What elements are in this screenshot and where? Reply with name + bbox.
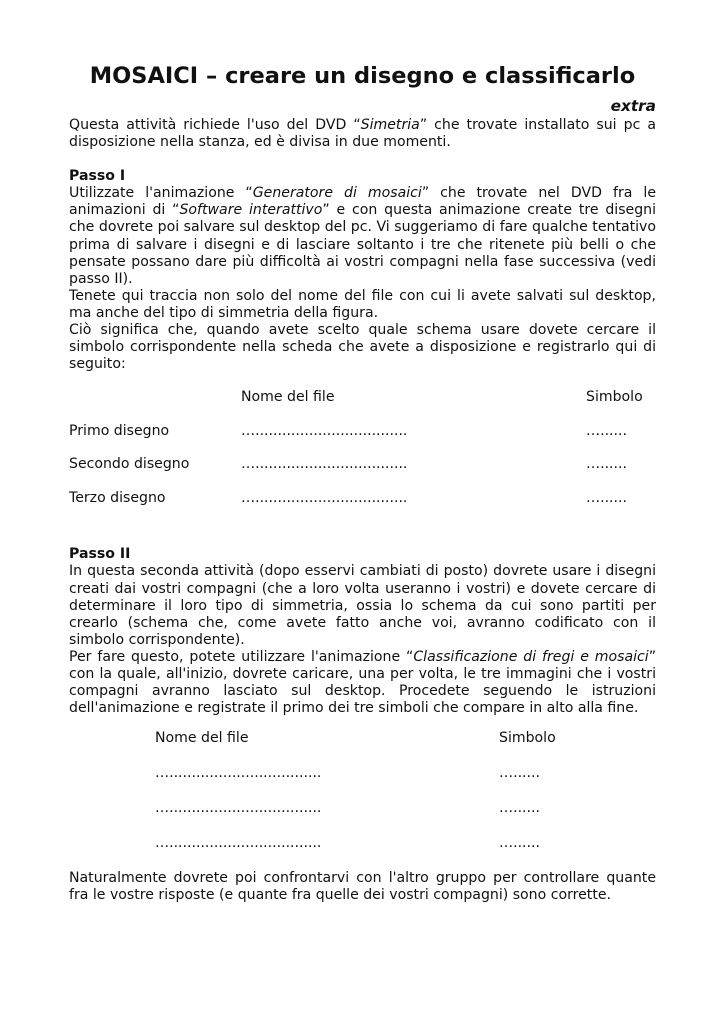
- dvd-name: Simetria: [360, 117, 420, 133]
- header-file: Nome del file: [155, 730, 249, 747]
- step1-paragraph-3: Ciò significa che, quando avete scelto quale schema usare dovete cercare il simbolo corrispondente nella scheda che avete a disposizione e registrarlo qui di seguito:: [69, 322, 656, 373]
- animation-name: Generatore di mosaici: [252, 185, 422, 202]
- step1-table: [69, 379, 656, 513]
- step1-paragraph-1: Utilizzate l'animazione “Generatore di mosaici” che trovate nel DVD fra le animazioni di “Software interattivo” e con questa animazione create tre disegni che dovrete poi salvare sul desktop del pc. Vi suggeriamo di fare qualche tentativo prima di salvare i disegni e di lasciare soltanto i tre che ritenete più belli o che pensate possano dare più difficoltà ai vostri compagni nella fase successiva (vedi passo II).: [69, 185, 657, 287]
- file-field: …..................................: [155, 800, 322, 817]
- table-row: [69, 456, 656, 473]
- step2-paragraph-1: In questa seconda attività (dopo esservi cambiati di posto) dovrete usare i disegni creati dai vostri compagni (che a loro volta useranno i vostri) e dovete cercare di determinare il loro tipo di simmetria, ossia lo schema da cui sono partiti per crearlo (schema che, come avete fatto anche voi, avranno codificato con il simbolo corrispondente).: [69, 563, 656, 648]
- file-field: …..................................: [241, 490, 408, 507]
- file-field: …..................................: [155, 765, 322, 782]
- table-row: [69, 490, 656, 507]
- symbol-field: …......: [586, 490, 627, 507]
- header-symbol: Simbolo: [499, 730, 556, 747]
- row-label: Secondo disegno: [69, 456, 190, 473]
- table-row: [69, 423, 656, 440]
- header-symbol: Simbolo: [586, 389, 643, 406]
- step2-paragraph-2: Per fare questo, potete utilizzare l'animazione “Classificazione di fregi e mosaici” con la quale, all'inizio, dovrete caricare, una per volta, le tre immagini che i vostri compagni avranno lasciato sul desktop. Procedete seguendo le istruzioni dell'animazione e registrate il primo dei tre simboli che compare in alto alla fine.: [69, 648, 656, 717]
- file-field: …..................................: [241, 456, 408, 473]
- animation-name: Classificazione di fregi e mosaici: [413, 648, 649, 665]
- file-field: …..................................: [241, 423, 408, 440]
- symbol-field: …......: [499, 765, 540, 782]
- step1-paragraph-2: Tenete qui traccia non solo del nome del file con cui li avete salvati sul desktop, ma anche del tipo di simmetria della figura.: [69, 287, 656, 321]
- table-header: [69, 389, 656, 406]
- extra-tag: extra: [610, 97, 656, 115]
- closing-paragraph: Naturalmente dovrete poi confrontarvi con l'altro gruppo per controllare quante fra le vostre risposte (e quante fra quelle dei vostri compagni) sono corrette.: [69, 870, 656, 904]
- step2-title: Passo II: [69, 546, 131, 563]
- document-page: [69, 62, 656, 904]
- step2-table: [69, 730, 656, 870]
- step1-title: Passo I: [69, 168, 126, 185]
- intro-paragraph: Questa attività richiede l'uso del DVD “Simetria” che trovate installato sui pc a disposizione nella stanza, ed è divisa in due momenti.: [69, 117, 656, 151]
- symbol-field: …......: [586, 456, 627, 473]
- table-header: [69, 730, 656, 747]
- header-file: Nome del file: [241, 389, 335, 406]
- symbol-field: …......: [499, 835, 540, 852]
- table-row: [69, 835, 656, 852]
- table-row: [69, 800, 656, 817]
- symbol-field: …......: [586, 423, 627, 440]
- section-name: Software interattivo: [179, 202, 323, 219]
- table-row: [69, 765, 656, 782]
- file-field: …..................................: [155, 835, 322, 852]
- page-title: MOSAICI – creare un disegno e classificarlo: [89, 63, 636, 89]
- symbol-field: …......: [499, 800, 540, 817]
- row-label: Terzo disegno: [69, 490, 166, 507]
- row-label: Primo disegno: [69, 423, 170, 440]
